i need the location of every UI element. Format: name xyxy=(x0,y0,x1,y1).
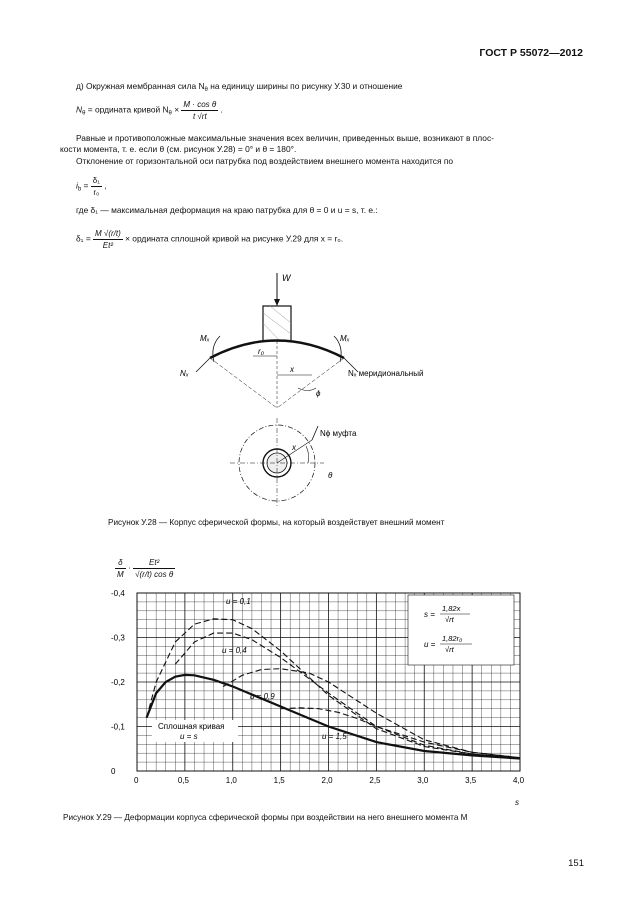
legend-s-den: √rt xyxy=(445,615,454,624)
solid-curve-u: u = s xyxy=(180,732,198,741)
x-tick-label: 2,5 xyxy=(369,776,381,785)
formula-ib: $i_b$ = $\frac{\text{δ₁}}{\text{r₀}}$ , xyxy=(76,176,107,197)
figure-29-caption: Рисунок У.29 — Деформации корпуса сферической формы при воздействии на него внешнего момента M xyxy=(63,813,468,822)
y-tick-label: -0,3 xyxy=(111,633,125,643)
label-theta: θ xyxy=(328,471,333,480)
standard-header: ГОСТ Р 55072—2012 xyxy=(479,47,583,59)
y-tick-label: -0,2 xyxy=(111,678,125,687)
figure-29-chart xyxy=(100,585,540,810)
formula-delta: δ₁ = $\frac{M √(r/t)}{\text{Et²}}$ × ордината сплошной кривой на рисунке У.29 для x = r₀. xyxy=(76,229,344,250)
y-tick-label: -0,1 xyxy=(111,722,125,732)
x-tick-label: 3,5 xyxy=(465,776,477,785)
legend-s: s = xyxy=(424,610,435,619)
legend-u-den: √rt xyxy=(445,645,454,654)
x-tick-label: 1,5 xyxy=(273,776,285,785)
y-axis-label: $\frac{\delta}{M}$ · $\frac{\text{Et²}}{\text{√(r/t) cos θ}}$ xyxy=(117,558,174,579)
x-tick-label: 0,5 xyxy=(177,776,189,785)
label-nx-right: Nₓ меридиональный xyxy=(348,369,424,378)
label-nphi: Nϕ муфта xyxy=(320,429,357,438)
label-x2: x xyxy=(292,443,296,452)
x-tick-label: 4,0 xyxy=(513,776,525,785)
label-phi: ϕ xyxy=(316,389,321,398)
where-line: где δ₁ — максимальная деформация на краю патрубка для θ = 0 и u = s, т. е.: xyxy=(76,205,378,215)
x-tick-label: 0 xyxy=(134,776,139,785)
curve-label-u04: u = 0,4 xyxy=(222,646,247,655)
x-axis-label: s xyxy=(515,798,519,807)
figure-28-caption: Рисунок У.28 — Корпус сферической формы, на который воздействует внешний момент xyxy=(108,518,445,527)
series-line-0 xyxy=(147,675,520,759)
curve-label-u15: u = 1,5 xyxy=(322,732,347,741)
label-mx-left: Mₓ xyxy=(200,334,210,343)
curve-label-u01: u = 0,1 xyxy=(226,597,251,606)
item-d-text: д) Окружная мембранная сила $N_\theta$ на единицу ширины по рисунку У.30 и отношение xyxy=(76,81,403,93)
formula-legend xyxy=(408,595,514,665)
para2: Отклонение от горизонтальной оси патрубка под воздействием внешнего момента находится по xyxy=(76,156,454,166)
series-line-4 xyxy=(281,708,520,758)
y-tick-label: 0 xyxy=(111,767,116,776)
legend-u-num: 1,82r₀ xyxy=(442,634,463,643)
legend-u: u = xyxy=(424,640,436,649)
label-nx-left: Nₓ xyxy=(180,369,189,378)
para1-line1: Равные и противоположные максимальные значения всех величин, приведенных выше, возникают в плос- xyxy=(76,133,494,143)
legend-s-num: 1,82x xyxy=(442,604,461,613)
moment-left xyxy=(213,336,220,362)
solid-curve-label: Сплошная кривая xyxy=(158,722,225,731)
figure-28-diagram xyxy=(170,268,470,518)
x-tick-label: 1,0 xyxy=(225,776,237,785)
load-arrow-head xyxy=(274,299,280,306)
x-tick-label: 3,0 xyxy=(417,776,429,785)
page-number: 151 xyxy=(568,858,584,869)
para1-line2: кости момента, т. е. если θ (см. рисунок У.28) = 0° и θ = 180°. xyxy=(60,144,297,154)
label-mx-right: Mₓ xyxy=(340,334,350,343)
label-r0: r₀ xyxy=(258,347,265,356)
label-x: x xyxy=(290,365,294,374)
x-tick-label: 2,0 xyxy=(321,776,333,785)
formula-n-theta: $N_\theta$ = ордината кривой $N_\theta$ × $\frac{\text{M · cos θ}}{t √rt}$ . xyxy=(76,100,223,121)
label-w: W xyxy=(282,273,291,283)
y-tick-label: -0,4 xyxy=(111,589,125,598)
curve-label-u09: u = 0,9 xyxy=(250,692,275,701)
